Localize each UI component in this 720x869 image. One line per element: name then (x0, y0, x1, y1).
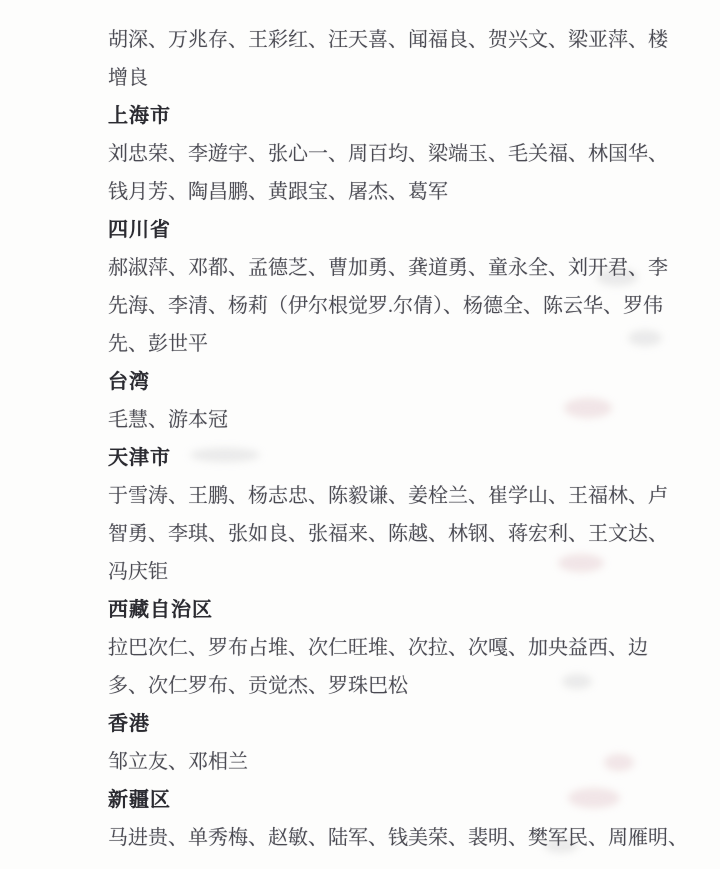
section-shanghai (108, 97, 683, 211)
text-line: 先海、李清、杨莉（伊尔根觉罗.尔倩）、杨德全、陈云华、罗伟 (108, 295, 663, 317)
section-hongkong (108, 705, 683, 781)
text-line: 胡深、万兆存、王彩红、汪天喜、闻福良、贺兴文、梁亚萍、楼 (108, 29, 668, 51)
section-sichuan (108, 211, 683, 363)
section-header: 香港 (108, 713, 150, 735)
section-header: 天津市 (108, 447, 171, 469)
text-line: 邹立友、邓相兰 (108, 751, 248, 773)
section-header: 四川省 (108, 219, 171, 241)
section-header: 台湾 (108, 371, 150, 393)
section-header: 西藏自治区 (108, 599, 213, 621)
section-header: 新疆区 (108, 789, 171, 811)
text-line: 刘忠荣、李遊宇、张心一、周百均、梁端玉、毛关福、林国华、 (108, 143, 668, 165)
text-line: 毛慧、游本冠 (108, 409, 228, 431)
text-line: 钱月芳、陶昌鹏、黄跟宝、屠杰、葛军 (108, 181, 448, 203)
text-line: 智勇、李琪、张如良、张福来、陈越、林钢、蒋宏利、王文达、 (108, 523, 668, 545)
text-content (108, 21, 688, 857)
text-line: 拉巴次仁、罗布占堆、次仁旺堆、次拉、次嘎、加央益西、边 (108, 637, 648, 659)
section-tianjin (108, 439, 683, 591)
section-header: 上海市 (108, 105, 171, 127)
text-line: 马进贵、单秀梅、赵敏、陆军、钱美荣、裴明、樊军民、周雁明、 (108, 827, 688, 849)
section-tibet (108, 591, 683, 705)
text-line: 多、次仁罗布、贡觉杰、罗珠巴松 (108, 675, 408, 697)
text-line: 增良 (108, 67, 148, 89)
text-line: 郝淑萍、邓都、孟德芝、曹加勇、龚道勇、童永全、刘开君、李 (108, 257, 668, 279)
section-taiwan (108, 363, 683, 439)
section-continuation (108, 21, 683, 97)
text-line: 于雪涛、王鹏、杨志忠、陈毅谦、姜栓兰、崔学山、王福林、卢 (108, 485, 668, 507)
section-xinjiang (108, 781, 688, 857)
text-line: 冯庆钜 (108, 561, 168, 583)
text-line: 先、彭世平 (108, 333, 208, 355)
